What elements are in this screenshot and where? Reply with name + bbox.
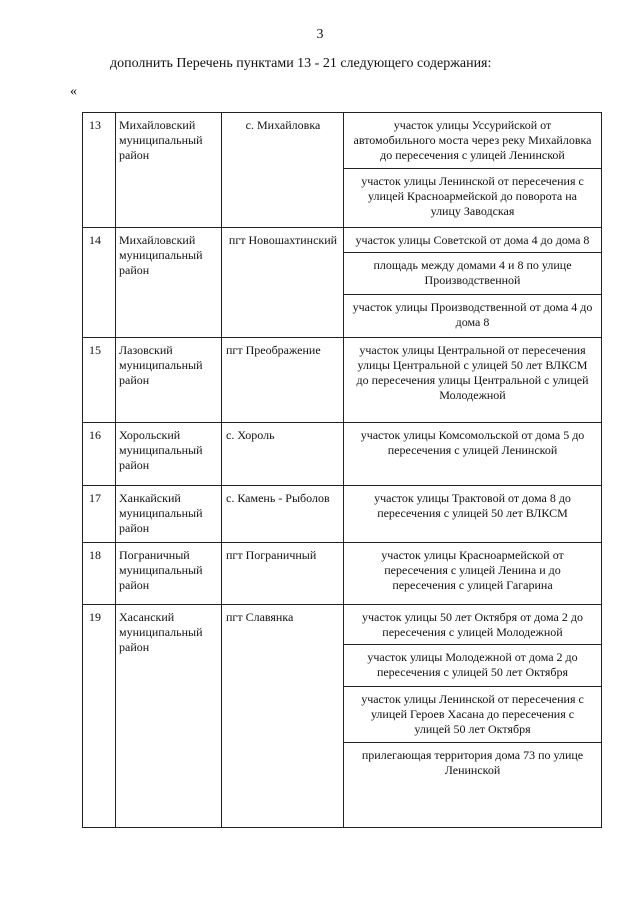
table-row: [83, 423, 602, 486]
locality-cell: пгт Преображение: [222, 338, 344, 423]
district-cell: Михайловский муниципальный район: [116, 113, 222, 228]
table-row: [83, 486, 602, 543]
district-cell: Лазовский муниципальный район: [116, 338, 222, 423]
district-cell: Михайловский муниципальный район: [116, 228, 222, 338]
site-entry: участок улицы Уссурийской от автомобильного моста через реку Михайловка до пересечения с улицей Ленинской: [344, 113, 601, 169]
table-row: [83, 228, 602, 338]
locality-cell: пгт Новошахтинский: [222, 228, 344, 338]
site-entry: участок улицы Молодежной от дома 2 до пересечения с улицей 50 лет Октября: [344, 645, 601, 687]
row-number: 13: [83, 113, 116, 228]
site-entry: площадь между домами 4 и 8 по улице Производственной: [344, 253, 601, 295]
sites-cell: [344, 113, 602, 228]
intro-text: дополнить Перечень пунктами 13 - 21 следующего содержания:: [110, 56, 492, 71]
sites-cell: [344, 605, 602, 828]
locality-cell: с. Михайловка: [222, 113, 344, 228]
locality-cell: с. Хороль: [222, 423, 344, 486]
sites-cell: [344, 338, 602, 423]
site-entry: участок улицы Красноармейской от пересечения с улицей Ленина и до пересечения с улицей Гагарина: [381, 548, 564, 592]
locality-cell: пгт Пограничный: [222, 543, 344, 605]
sites-cell: [344, 423, 602, 486]
row-number: 15: [83, 338, 116, 423]
site-entry: участок улицы Трактовой от дома 8 до пересечения с улицей 50 лет ВЛКСМ: [374, 491, 571, 520]
sites-cell: [344, 486, 602, 543]
site-entry: участок улицы Производственной от дома 4 до дома 8: [352, 300, 593, 329]
sites-cell: [344, 228, 602, 338]
row-number: 16: [83, 423, 116, 486]
row-number: 19: [83, 605, 116, 828]
locality-cell: с. Камень - Рыболов: [222, 486, 344, 543]
row-number: 14: [83, 228, 116, 338]
site-entry: участок улицы Ленинской от пересечения с улицей Красноармейской до поворота на улицу Заводская: [361, 174, 584, 218]
table-row: [83, 113, 602, 228]
site-entry: участок улицы 50 лет Октября от дома 2 до пересечения с улицей Молодежной: [344, 605, 601, 645]
sites-cell: [344, 543, 602, 605]
row-number: 17: [83, 486, 116, 543]
district-cell: Хасанский муниципальный район: [116, 605, 222, 828]
page-number: 3: [316, 27, 324, 42]
district-cell: Ханкайский муниципальный район: [116, 486, 222, 543]
table-row: [83, 338, 602, 423]
table-row: [83, 543, 602, 605]
site-entry: прилегающая территория дома 73 по улице Ленинской: [361, 748, 584, 777]
opening-quote: «: [70, 84, 77, 99]
site-entry: участок улицы Советской от дома 4 до дома 8: [344, 228, 601, 253]
site-entry: участок улицы Комсомольской от дома 5 до пересечения с улицей Ленинской: [360, 428, 585, 457]
district-cell: Пограничный муниципальный район: [116, 543, 222, 605]
sites-table: [82, 112, 602, 828]
site-entry: участок улицы Ленинской от пересечения с улицей Героев Хасана до пересечения с улицей 50 лет Октября: [344, 687, 601, 743]
district-cell: Хорольский муниципальный район: [116, 423, 222, 486]
site-entry: участок улицы Центральной от пересечения улицы Центральной с улицей 50 лет ВЛКСМ до пересечения улицы Центральной с улицей Молодежной: [356, 343, 589, 402]
table-row: [83, 605, 602, 828]
locality-cell: пгт Славянка: [222, 605, 344, 828]
row-number: 18: [83, 543, 116, 605]
